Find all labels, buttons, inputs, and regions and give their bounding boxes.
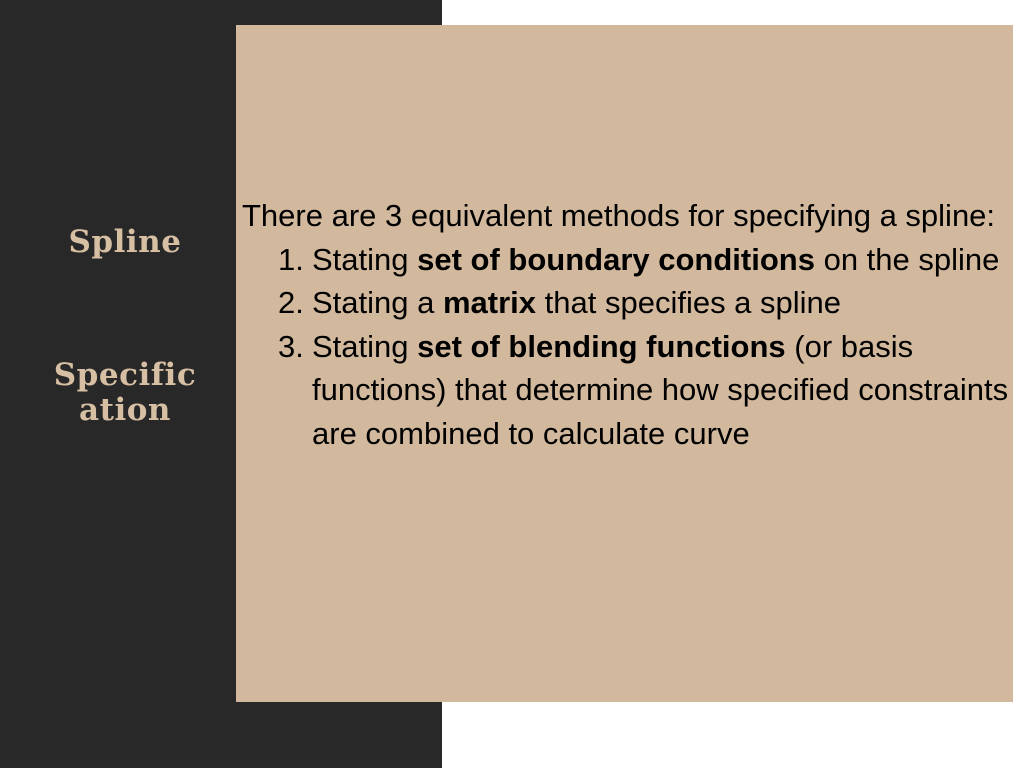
list-item [242,281,1012,325]
list-item-text: Stating [312,328,418,364]
list-item-number: 1. [278,241,304,277]
methods-list [242,238,1012,456]
list-item-bold-text: matrix [442,285,537,320]
intro-text: There are 3 equivalent methods for specifying a spline: [242,198,996,233]
list-item-text: (or basis functions) that determine how specified constraints are combined to calculate curve [312,328,1009,451]
title-line-2: Specific [53,357,197,393]
list-item-bold-text: set of boundary conditions [417,241,815,277]
slide-title [20,218,230,428]
list-item-text: on the spline [814,241,1000,277]
list-item-bold-text: set of blending functions [417,328,786,364]
title-line-1: Spline [68,224,182,260]
list-item-text: Stating [312,241,418,277]
list-item [242,238,1012,282]
title-line-3: ation [79,392,171,428]
list-item-number: 3. [278,328,304,364]
list-item-text: that specifies a spline [536,285,842,320]
list-item [242,325,1012,456]
list-item-text: Stating a [312,285,443,320]
list-item-number: 2. [278,285,304,320]
slide-body [242,194,1012,455]
